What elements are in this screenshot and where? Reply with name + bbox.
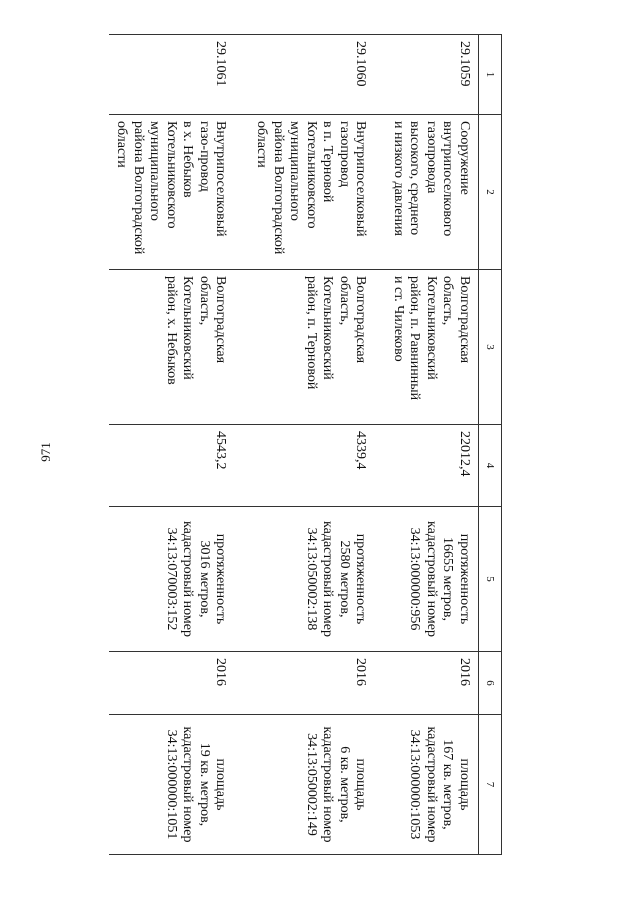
value-cell: 4543,2: [109, 425, 235, 507]
land-line: 19 кв. метров,: [196, 742, 212, 827]
object-name-line: газопровод: [336, 121, 352, 188]
address-line: Волгоградская: [457, 276, 472, 364]
address-cell: [235, 270, 375, 425]
address-line: Волгоградская: [213, 276, 229, 364]
value-cell: 4339,4: [235, 425, 375, 507]
address-line: область,: [440, 276, 456, 326]
object-name-line: Котельниковского: [303, 121, 319, 229]
column-header: 2: [479, 115, 502, 270]
address-cell: [375, 270, 479, 425]
object-name-line: муниципального: [287, 121, 303, 221]
characteristics-cell: [235, 507, 375, 652]
object-name-line: в п. Терновой: [320, 121, 336, 203]
land-line: 34:13:050002:149: [303, 733, 319, 836]
year-cell: 2016: [235, 652, 375, 715]
characteristics-line: 2580 метров,: [336, 540, 352, 618]
object-name-line: области: [254, 121, 270, 168]
land-line: 167 кв. метров,: [440, 739, 456, 830]
object-name-cell: [375, 115, 479, 270]
table-row: [109, 35, 235, 855]
table-row: [375, 35, 479, 855]
row-id: 29.1061: [109, 35, 235, 115]
characteristics-cell: [375, 507, 479, 652]
land-cell: [235, 715, 375, 855]
address-cell: [109, 270, 235, 425]
land-line: 34:13:000000:1053: [407, 729, 423, 840]
object-name-line: муниципального: [147, 121, 163, 221]
object-name-cell: [109, 115, 235, 270]
address-line: Волгоградская: [353, 276, 369, 364]
column-header: 1: [479, 35, 502, 115]
year-cell: 2016: [109, 652, 235, 715]
address-line: район, п. Терновой: [303, 276, 319, 390]
land-line: кадастровый номер: [320, 726, 336, 843]
object-name-line: и низкого давления: [390, 121, 406, 236]
object-name-line: области: [114, 121, 130, 168]
address-line: область,: [336, 276, 352, 326]
object-name-line: в х. Небыков: [180, 121, 196, 198]
table-row: [235, 35, 375, 855]
object-name-line: района Волгоградской: [130, 121, 146, 255]
characteristics-line: 34:13:070003:152: [163, 527, 179, 631]
address-line: район, х. Небыков: [163, 276, 179, 385]
page-number: 971: [37, 442, 53, 462]
column-header: 4: [479, 425, 502, 507]
land-line: кадастровый номер: [423, 726, 439, 843]
column-header: 5: [479, 507, 502, 652]
characteristics-line: 16655 метров,: [440, 537, 456, 621]
object-name-line: газопровода: [423, 121, 439, 194]
land-line: 6 кв. метров,: [336, 746, 352, 823]
address-line: Котельниковский: [320, 276, 336, 380]
characteristics-line: кадастровый номер: [423, 521, 439, 637]
object-name-line: района Волгоградской: [270, 121, 286, 255]
land-line: площадь: [213, 758, 229, 811]
characteristics-line: 34:13:050002:138: [303, 527, 319, 631]
characteristics-line: протяженность: [353, 533, 369, 625]
header-row: [479, 35, 502, 855]
land-line: площадь: [457, 758, 472, 811]
address-line: и ст. Чилеково: [390, 276, 406, 362]
column-header: 6: [479, 652, 502, 715]
row-id: 29.1059: [375, 35, 479, 115]
value-cell: 22012,4: [375, 425, 479, 507]
object-name-line: Сооружение: [457, 121, 472, 195]
object-name-line: Котельниковского: [163, 121, 179, 229]
characteristics-line: протяженность: [457, 533, 472, 625]
land-line: площадь: [353, 758, 369, 811]
characteristics-cell: [109, 507, 235, 652]
land-line: кадастровый номер: [180, 726, 196, 843]
characteristics-line: кадастровый номер: [320, 521, 336, 637]
address-line: Котельниковский: [180, 276, 196, 380]
land-cell: [375, 715, 479, 855]
characteristics-line: протяженность: [213, 533, 229, 625]
register-table-rotated: [114, 34, 502, 854]
characteristics-line: 3016 метров,: [196, 540, 212, 618]
characteristics-line: кадастровый номер: [180, 521, 196, 637]
characteristics-line: 34:13:000000:956: [407, 527, 423, 631]
address-line: район, п. Равнинный: [407, 276, 423, 401]
object-name-line: Внутрипоселковый: [213, 121, 229, 237]
object-name-line: газо-провод: [196, 121, 212, 192]
object-name-line: высокого, среднего: [407, 121, 423, 236]
column-header: 3: [479, 270, 502, 425]
address-line: Котельниковский: [423, 276, 439, 380]
object-name-cell: [235, 115, 375, 270]
year-cell: 2016: [375, 652, 479, 715]
object-name-line: внутрипоселкового: [440, 121, 456, 237]
column-header: 7: [479, 715, 502, 855]
address-line: область,: [196, 276, 212, 326]
land-cell: [109, 715, 235, 855]
land-line: 34:13:000000:1051: [163, 729, 179, 840]
object-name-line: Внутрипоселковый: [353, 121, 369, 237]
register-table: [109, 34, 502, 855]
row-id: 29.1060: [235, 35, 375, 115]
